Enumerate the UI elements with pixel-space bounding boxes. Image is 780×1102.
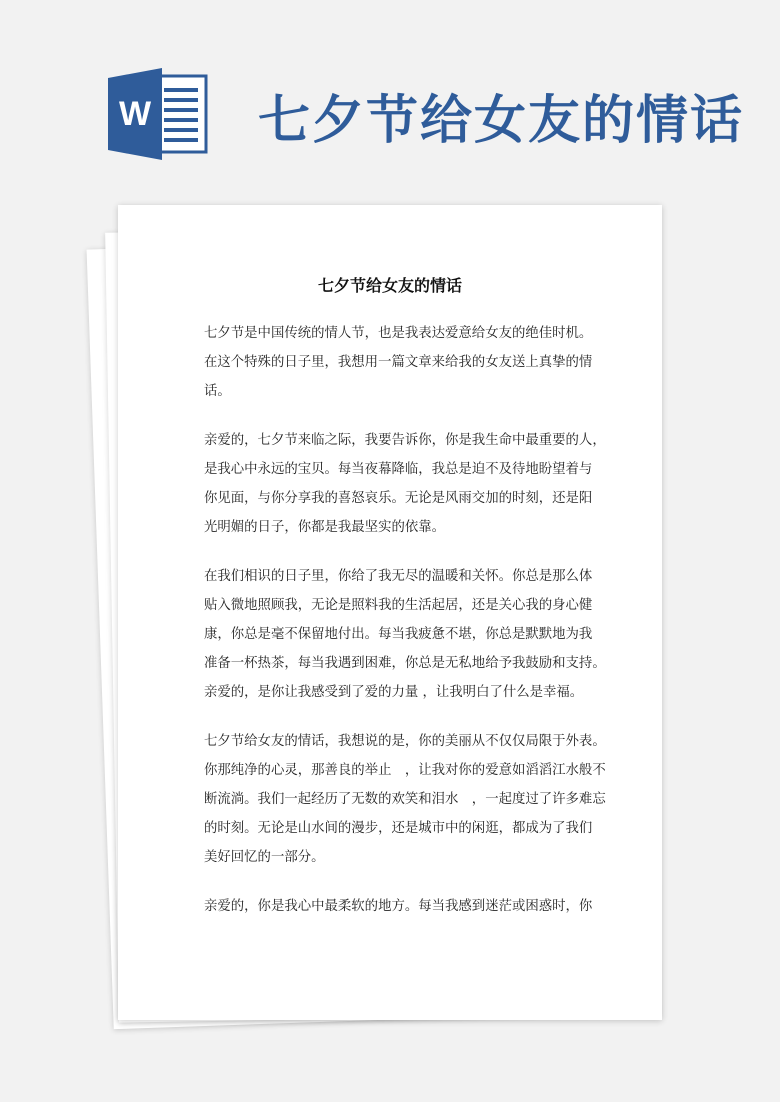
text-line: 美好回忆的一部分。 [204, 850, 325, 865]
document-title: 七夕节给女友的情话 [317, 276, 462, 295]
text-line: 光明媚的日子，你都是我最坚实的依靠。 [204, 520, 446, 535]
text-line: 断流淌。我们一起经历了无数的欢笑和泪水 ，一起度过了许多难忘 [204, 792, 606, 807]
hero-title: 七夕节给女友的情话 [258, 91, 745, 151]
text-line: 你见面，与你分享我的喜怒哀乐。无论是风雨交加的时刻，还是阳 [204, 491, 593, 506]
text-line: 亲爱的，是你让我感受到了爱的力量 ，让我明白了什么是幸福。 [204, 685, 584, 700]
text-line: 话。 [204, 384, 231, 399]
text-line: 在我们相识的日子里，你给了我无尽的温暖和关怀。你总是那么体 [204, 569, 593, 584]
text-line: 亲爱的，七夕节来临之际，我要告诉你，你是我生命中最重要的人， [204, 433, 606, 448]
paragraph [204, 731, 634, 876]
word-icon [108, 68, 208, 160]
text-line: 贴入微地照顾我，无论是照料我的生活起居，还是关心我的身心健 [204, 598, 593, 613]
text-line: 康，你总是毫不保留地付出。每当我疲惫不堪，你总是默默地为我 [204, 627, 593, 642]
text-line: 在这个特殊的日子里，我想用一篇文章来给我的女友送上真挚的情 [204, 355, 593, 370]
text-line: 七夕节是中国传统的情人节，也是我表达爱意给女友的绝佳时机。 [204, 326, 593, 341]
paragraph [204, 896, 634, 925]
text-line: 准备一杯热茶，每当我遇到困难，你总是无私地给予我鼓励和支持。 [204, 656, 606, 671]
text-line: 亲爱的，你是我心中最柔软的地方。每当我感到迷茫或困惑时，你 [204, 899, 593, 914]
svg-text:W: W [118, 95, 152, 133]
paragraph [204, 323, 634, 410]
text-line: 的时刻。无论是山水间的漫步，还是城市中的闲逛，都成为了我们 [204, 821, 593, 836]
paragraph [204, 566, 634, 711]
document-body [204, 323, 634, 945]
text-line: 是我心中永远的宝贝。每当夜幕降临，我总是迫不及待地盼望着与 [204, 462, 593, 477]
paragraph [204, 430, 634, 546]
document-page [118, 205, 662, 1020]
text-line: 你那纯净的心灵，那善良的举止 ，让我对你的爱意如滔滔江水般不 [204, 763, 606, 778]
text-line: 七夕节给女友的情话，我想说的是，你的美丽从不仅仅局限于外表。 [204, 734, 606, 749]
